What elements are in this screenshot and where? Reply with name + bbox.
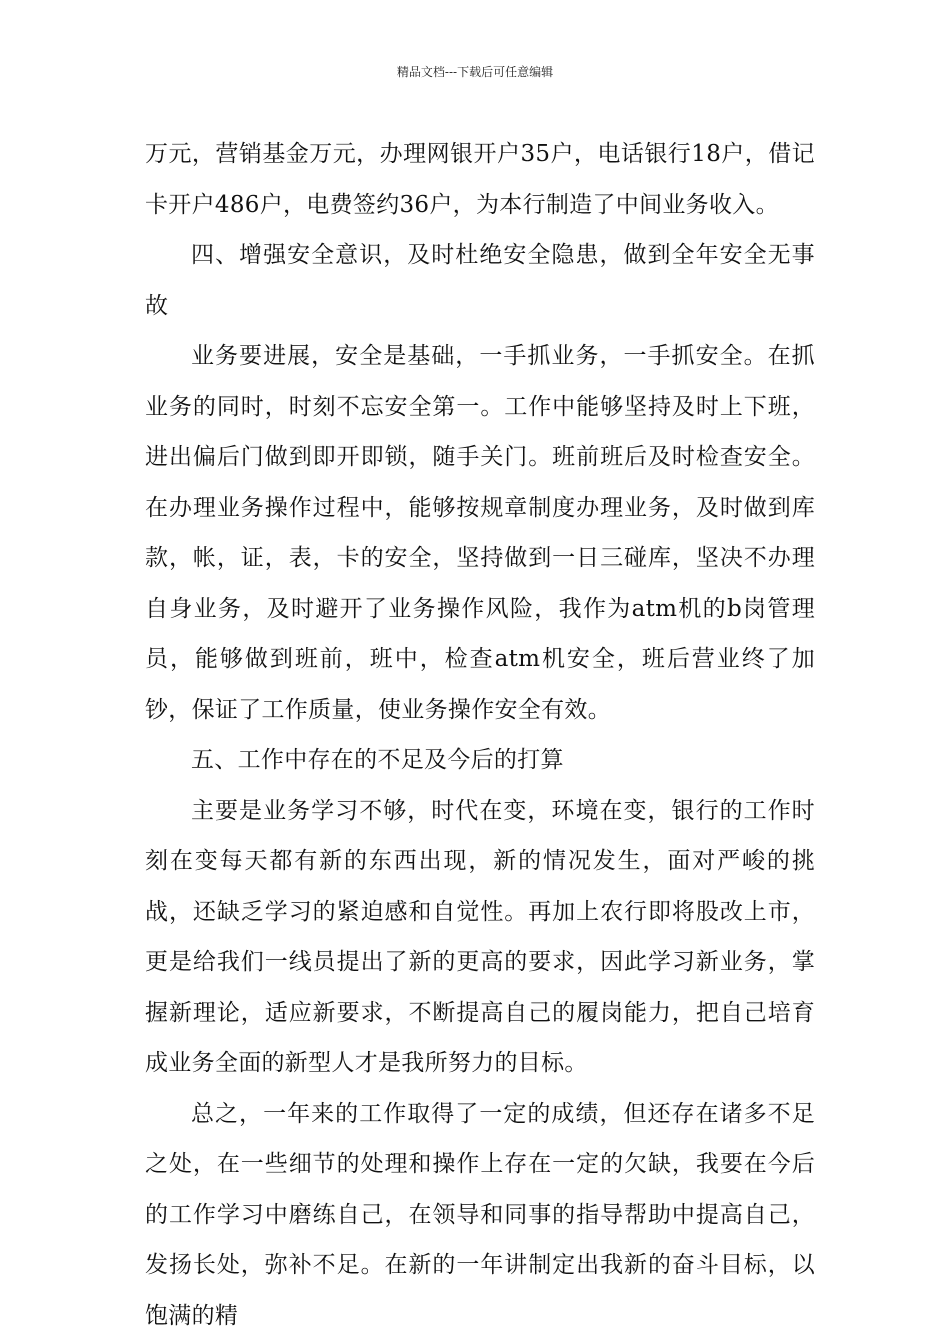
page-header: 精品文档---下载后可任意编辑 — [396, 65, 554, 79]
paragraph-shortcomings: 主要是业务学习不够，时代在变，环境在变，银行的工作时刻在变每天都有新的东西出现，新的情况发生，面对严峻的挑战，还缺乏学习的紧迫感和自觉性。再加上农行即将股改上市，更是给我们一线员提出了新的更高的要求，因此学习新业务，掌握新理论，适应新要求，不断提高自己的履岗能力，把自己培育成业务全面的新型人才是我所努力的目标。 — [145, 797, 815, 1076]
section-heading-safety: 四、增强安全意识，及时杜绝安全隐患，做到全年安全无事故 — [145, 242, 815, 319]
paragraph-summary: 总之，一年来的工作取得了一定的成绩，但还存在诸多不足之处，在一些细节的处理和操作上存在一定的欠缺，我要在今后的工作学习中磨练自己，在领导和同事的指导帮助中提高自己，发扬长处，弥补不足。在新的一年讲制定出我新的奋斗目标，以饱满的精 — [145, 1100, 815, 1329]
paragraph-safety: 业务要进展，安全是基础，一手抓业务，一手抓安全。在抓业务的同时，时刻不忘安全第一。工作中能够坚持及时上下班，进出偏后门做到即开即锁，随手关门。班前班后及时检查安全。在办理业务操作过程中，能够按规章制度办理业务，及时做到库款，帐，证，表，卡的安全，坚持做到一日三碰库，坚决不办理自身业务，及时避开了业务操作风险，我作为atm机的b岗管理员，能够做到班前，班中，检查atm机安全，班后营业终了加钞，保证了工作质量，使业务操作安全有效。 — [145, 343, 815, 723]
section-heading-shortcomings: 五、工作中存在的不足及今后的打算 — [191, 747, 564, 773]
document-body — [145, 129, 815, 1341]
paragraph-continued: 万元，营销基金万元，办理网银开户35户，电话银行18户，借记卡开户486户，电费签约36户，为本行制造了中间业务收入。 — [145, 141, 815, 218]
